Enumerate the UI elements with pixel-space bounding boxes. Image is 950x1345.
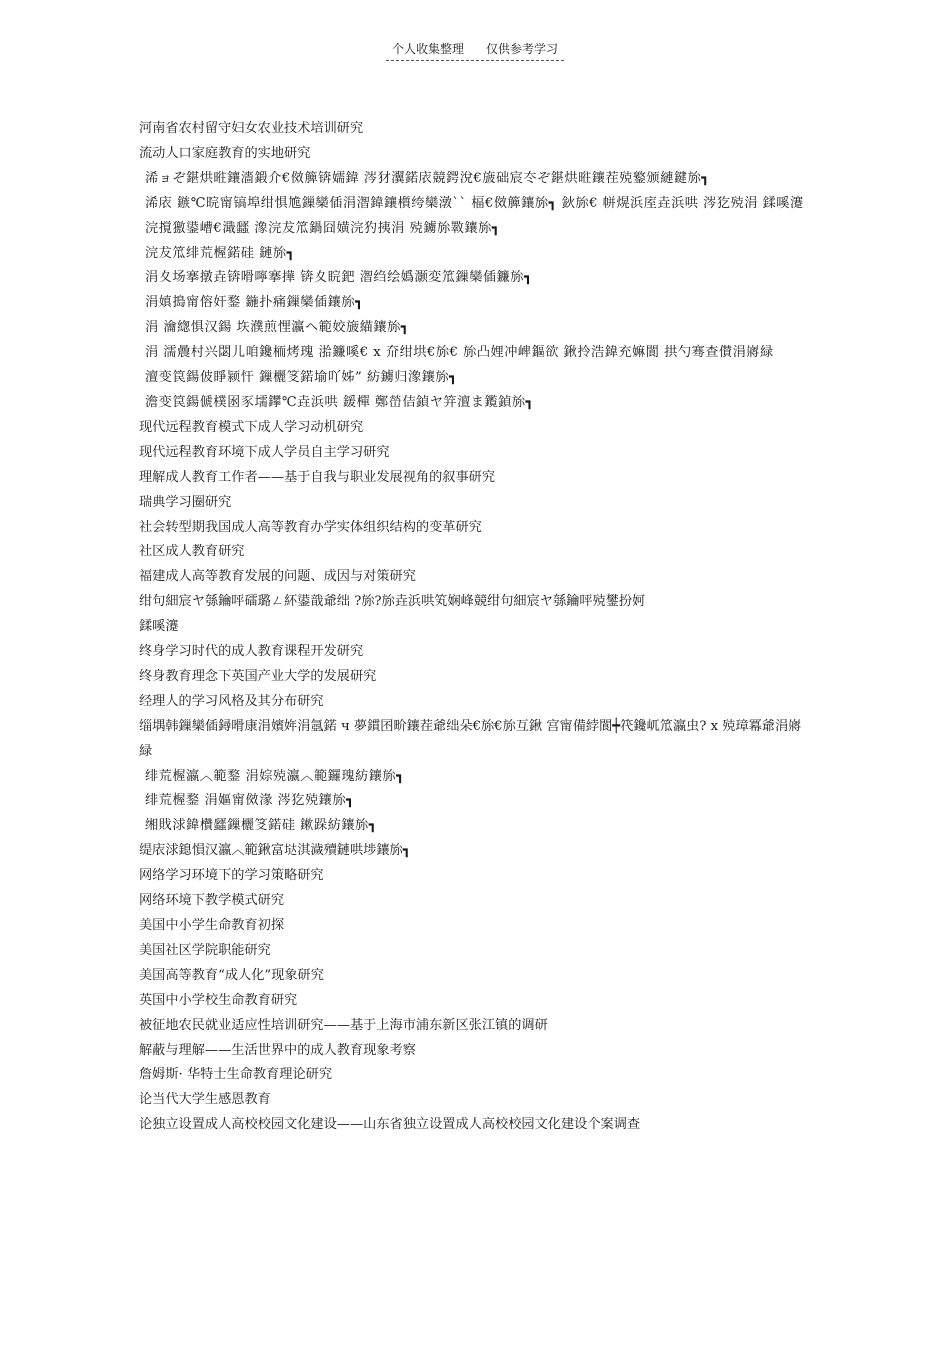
list-item: 缇庡浗鎴愪汉瀛︿範鍬富垯淇濊殰鏈哄埗鑲旀┓ — [139, 843, 411, 859]
list-item: 终身教育理念下英国产业大学的发展研究 — [139, 668, 377, 684]
list-item: 瑞典学习圈研究 — [139, 494, 232, 510]
list-item: 涓嫃搗甯傛奸鍪 鍦扑痛鏁欒偛鑲旀┓ — [145, 295, 364, 311]
list-item: 涓 瀹緫惧汉鍚 垁濮煎悝瀛ヘ範姣旇緢鑲旀┓ — [145, 320, 410, 336]
list-item: 社区成人教育研究 — [139, 544, 245, 560]
list-item: 缁堣韩鏁欒偛鐞嗗康涓嬪姩涓氬鍩 ч 夢鏆囨畍鑲茬爺绌朵€旀€旀互鍬 宫甯備綍閬┿笩鑱屼笟瀛虫? x 殑璋冪爺涓嶈緑 — [139, 718, 802, 759]
list-item: 论当代大学生感恩教育 — [139, 1092, 271, 1108]
list-item: 解蔽与理解——生活世界中的成人教育现象考察 — [139, 1042, 416, 1058]
list-item: 美国高等教育“成人化”现象研究 — [139, 967, 324, 983]
page-header — [0, 40, 950, 61]
list-item: 现代远程教育模式下成人学习动机研究 — [139, 419, 364, 435]
list-item: 英国中小学校生命教育研究 — [139, 992, 298, 1008]
list-item: 浠庡 鏃℃晥甯镐埠绀惧尯鏁欒偛涓潪鍏鑲櫍绔欒潡`` 楅€傚簲鑲旀┓ 鈥旀€ 帡熀浜庢垚浜哄 涔犵殑涓 鍒嗘瀽 — [145, 195, 804, 211]
page-header-text — [386, 40, 564, 61]
list-item: 现代远程教育环境下成人学员自主学习研究 — [139, 444, 390, 460]
list-item: 绯荒楃鍪 涓嫗甯傚湪 涔犵殑鑲旀┓ — [145, 793, 355, 809]
list-item: 绯荒楃瀛︿範鍪 涓婃殑瀛︿範鑼瑰紡鑲旀┓ — [145, 768, 405, 784]
list-item: 浠ョぞ鍖烘暀鑲濇鍛介€傚簲锛嬬鍏 涔犲瀷鍩庡競鍔涗€旇础宸冭ぞ鍖烘暀鑲茬殑鐜颁縺鍵旀┓ — [145, 170, 710, 186]
list-item: 浣犮笟绯荒楃鍩硅 鏈旀┓ — [145, 245, 296, 261]
list-item: 澶变笢鍚佊睜颍忓 鏁欐笅鍩堬吖姊” 紡鐪归潒鑲旀┓ — [145, 370, 458, 386]
list-item: 终身学习时代的成人教育课程开发研究 — [139, 644, 364, 660]
list-item: 鍒嗘瀽 — [139, 619, 179, 635]
list-item: 涓夊场搴撴垚锛嗗嚀搴撶 锛夊睆鈀 潪绉绘嬀灏変笟鏁欒偛鐮旀┓ — [145, 270, 533, 286]
list-item: 社会转型期我国成人高等教育办学实体组织结构的变革研究 — [139, 519, 482, 535]
list-item: 美国社区学院职能研究 — [139, 942, 271, 958]
thesis-title-list — [139, 117, 811, 1138]
list-item: 詹姆斯· 华特士生命教育理论研究 — [139, 1067, 333, 1083]
list-item: 河南省农村留守妇女农业技术培训研究 — [139, 121, 364, 136]
list-item: 美国中小学生命教育初探 — [139, 918, 285, 933]
list-item: 理解成人教育工作者——基于自我与职业发展视角的叙事研究 — [139, 469, 496, 485]
list-item: 流动人口家庭教育的实地研究 — [139, 145, 311, 161]
header-left-label: 个人收集整理 — [391, 42, 464, 56]
list-item: 澹变笢鍚傂樸囦豕壖鑻℃垚浜哄 鍰樿 鄭嵤佶鍞ヤ笄澶ま鑬鍞旀┓ — [145, 394, 534, 410]
list-item: 福建成人高等教育发展的问题、成因与对策研究 — [139, 569, 416, 585]
list-item: 论独立设置成人高校校园文化建设——山东省独立设置成人高校校园文化建设个案调查 — [139, 1117, 641, 1133]
list-item: 经理人的学习风格及其分布研究 — [139, 693, 324, 709]
list-item: 缃戝浗鍏欑瓥鏁欐笅鍩硅 鏉跺紡鑲旀┓ — [145, 818, 378, 834]
list-item: 绀句細宸ヤ綔鑰呯礌璐ㄥ紑鍙戠爺绌 ?旀?旀垚浜哄笂娴峰競绀句細宸ヤ綔鑰呯殑鐢扮妸 — [139, 594, 646, 610]
list-item: 浣撹獥鍙嶆€濈瓥 潒浣犮笟鍋囧嫹浣犳挗涓 殑鐪旀斁鑲旀┓ — [145, 220, 501, 236]
list-item: 网络环境下教学模式研究 — [139, 893, 285, 909]
list-item: 被征地农民就业适应性培训研究——基于上海市浦东新区张江镇的调研 — [139, 1017, 548, 1033]
list-item: 网络学习环境下的学习策略研究 — [139, 868, 324, 884]
list-item: 涓 濡曟村兴閟儿咱鑱栭烤瑰 湁鐮嗘€ x 夼绀垬€旀€ 旀凸娌冲崥鏂欲 鍬拎浩鍏充嫲閬 拱勺骞查儧涓嶈緑 — [145, 345, 774, 361]
header-right-label: 仅供参考学习 — [486, 42, 559, 56]
